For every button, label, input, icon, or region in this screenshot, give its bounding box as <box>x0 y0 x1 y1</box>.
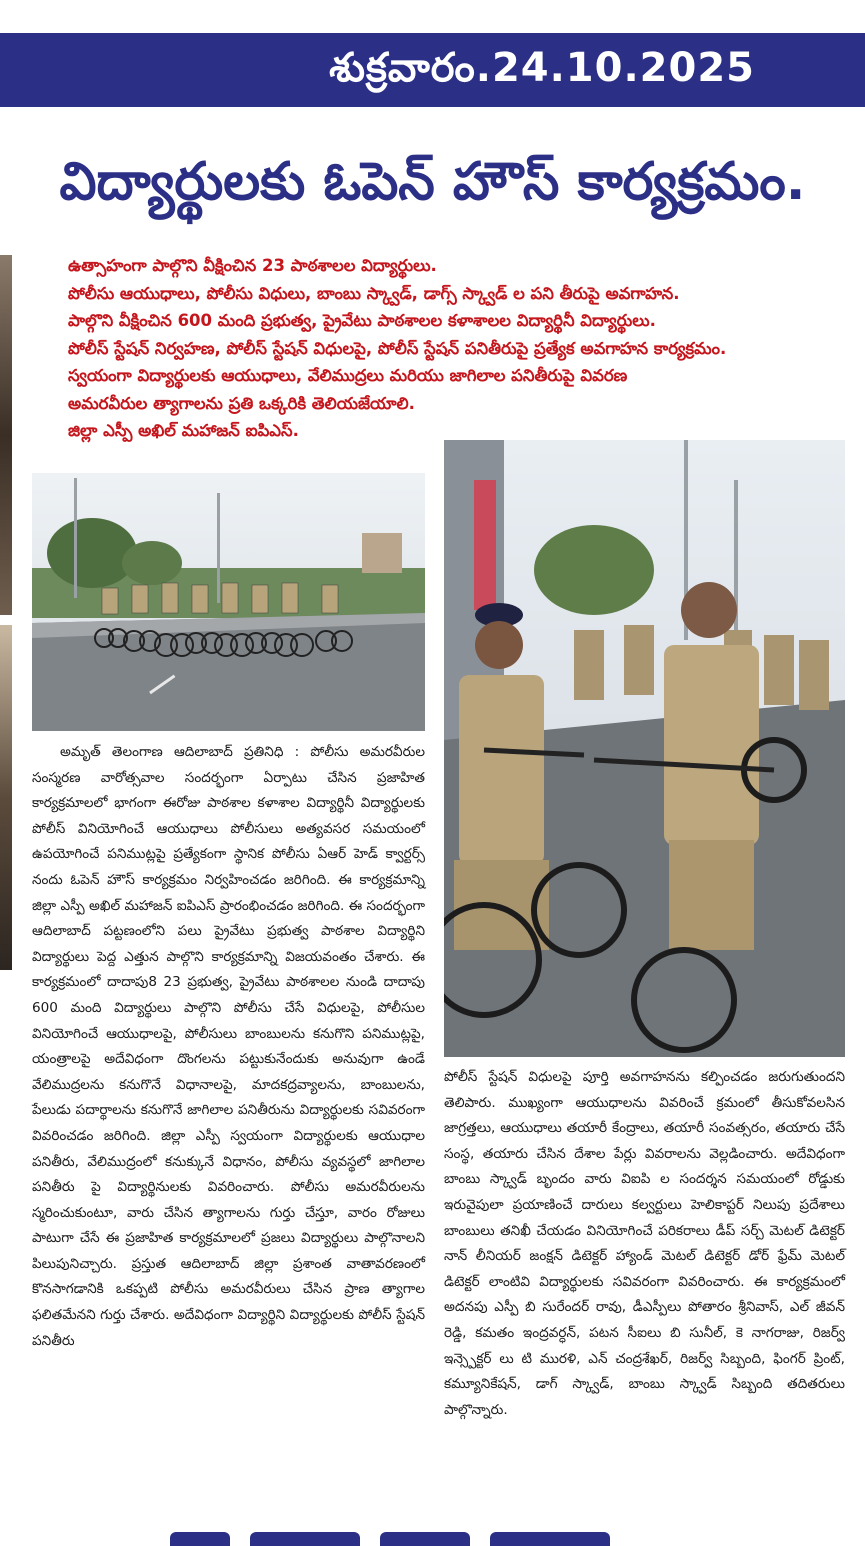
highlight-item: ఉత్సాహంగా పాల్గొని వీక్షించిన 23 పాఠశాలల విద్యార్థులు. <box>68 256 437 275</box>
highlight-item: జిల్లా ఎస్పీ అఖిల్ మహాజన్ ఐపిఎస్. <box>68 421 299 440</box>
cycle-rally-photo <box>32 473 425 731</box>
article-body-left: అమృత్ తెలంగాణ ఆదిలాబాద్ ప్రతినిధి : పోలీసు అమరవీరుల సంస్మరణ వారోత్సవాల సందర్భంగా ఏర్పాటు చేసిన ప్రజాహిత కార్యక్రమాలలో భాగంగా ఈరోజు పాఠశాల కళాశాల విద్యార్థినీ విద్యార్థులకు పోలీస్ వినియోగించే ఆయుధాలు పోలీసులు అత్యవసర సమయంలో ఉపయోగించే పనిముట్లపై ప్రత్యేకంగా స్థానిక పోలీసు ఏఆర్ హెడ్ క్వార్టర్స్ నందు ఓపెన్ హౌస్ కార్యక్రమం నిర్వహించడం జరిగింది. ఈ కార్యక్రమాన్ని జిల్లా ఎస్పీ అఖిల్ మహాజన్ ఐపిఎస్ ప్రారంభించడం జరిగింది. ఈ సందర్భంగా ఆదిలాబాద్ పట్టణంలోని పలు ప్రైవేటు ప్రభుత్వ పాఠశాల విద్యార్థిని విద్యార్థులు పెద్ద ఎత్తున పాల్గొని కార్యక్రమాన్ని విజయవంతం చేశారు. ఈ కార్యక్రమంలో దాదాపు8 23 ప్రభుత్వ, ప్రైవేటు పాఠశాలల నుండి దాదాపు 600 మంది విద్యార్థులు పాల్గొని పోలీసు చేసే విధులపై, పోలీసుల వినియోగించే ఆయుధాలపై, పోలీసులు బాంబులను కనుగొని పనిముట్లపై, యంత్రాలపై అదేవిధంగా దొంగలను పట్టుకునేందుకు అనువుగా ఉండే వేలిముద్రలను కనుగొనే విధానాలపై, మాదకద్రవ్యాలను, బాంబులను, పేలుడు పదార్థాలను కనుగొనే జాగిలాల పనితీరును విద్యార్థులకు సవివరంగా వివరించడం జరిగింది. జిల్లా ఎస్పీ స్వయంగా విద్యార్థులకు ఆయుధాల పనితీరు, వేలిముద్రంలో కనుక్కునే విధానం, పోలీసు వ్యవస్థలో జాగిలాల పనితీరు పై విద్యార్థినులకు వివరించారు. పోలీసు అమరవీరులను స్మరించుకుంటూ, వారు చేసిన త్యాగాలను గుర్తు చేస్తూ, వారం రోజులు పాటుగా చేసే ఈ ప్రజాహిత కార్యక్రమాలలో ప్రజలు విద్యార్థులు పాల్గొనాలని పిలుపునిచ్చారు. ప్రస్తుత ఆదిలాబాద్ జిల్లా ప్రశాంత వాతావరణంలో కొనసాగడానికి ఒకప్పటి పోలీసు అమరవీరులు చేసిన ప్రాణ త్యాగాల ఫలితమేనని గుర్తు చేశారు. అదేవిధంగా విద్యార్థిని విద్యార్థులకు పోలీస్ స్టేషన్ పనితీరు <box>32 744 425 1349</box>
officers-cycling-photo <box>444 440 845 1057</box>
highlight-list <box>68 252 848 445</box>
article-body-right: పోలీస్ స్టేషన్ విధులపై పూర్తి అవగాహనను కల్పించడం జరుగుతుందని తెలిపారు. ముఖ్యంగా ఆయుధాలను వివరించే క్రమంలో తీసుకోవలసిన జాగ్రత్తలు, ఆయుధాలు తయారీ కేంద్రాలు, తయారీ సంవత్సరం, తయారు చేసే సంస్థ, తయారు చేసిన దేశాల పేర్లు వివరాలను వెల్లడించారు. అదేవిధంగా బాంబు స్క్వాడ్ బృందం వారు విఐపి ల సందర్శన సమయంలో రోడ్డుకు ఇరువైపులా ప్రయాణించే దారులు కల్వర్టులు హెలికాప్టర్ నిలుపు ప్రదేశాలు బాంబులు తనిఖీ చేయడం వినియోగించే పరికరాలు డీప్ సర్చ్ మెటల్ డిటెక్టర్ నాన్ లీనియర్ జంక్షన్ డిటెక్టర్ హ్యాండ్ మెటల్ డిటెక్టర్ డోర్ ఫ్రేమ్ మెటల్ డిటెక్టర్ లాంటివి విద్యార్థులకు సవివరంగా వివరించారు. ఈ కార్యక్రమంలో అదనపు ఎస్పీ బి సురేందర్ రావు, డీఎస్పీలు పోతారం శ్రీనివాస్, ఎల్ జీవన్ రెడ్డి, కమతం ఇంద్రవర్ధన్, పటన సీఐలు బి సునీల్, కె నాగరాజు, రిజర్వ్ ఇన్స్పెక్టర్ లు టి మురళి, ఎన్ చంద్రశేఖర్, రిజర్వ్ సిబ్బంది, ఫింగర్ ప్రింట్, కమ్యూనికేషన్, డాగ్ స్క్వాడ్, బాంబు స్క్వాడ్ సిబ్బంది తదితరులు పాల్గొన్నారు. <box>444 1069 845 1418</box>
highlight-item: పోలీసు ఆయుధాలు, పోలీసు విధులు, బాంబు స్క్వాడ్, డాగ్స్ స్క్వాడ్ ల పని తీరుపై అవగాహన. <box>68 283 680 303</box>
adjacent-photo-fragment <box>0 625 12 970</box>
highlight-item: పాల్గొని వీక్షించిన 600 మంది ప్రభుత్వ, ప్రైవేటు పాఠశాలల కళాశాలల విద్యార్థినీ విద్యార్థులు. <box>68 311 656 330</box>
next-headline-fragment <box>170 1532 610 1546</box>
highlight-item: పోలీస్ స్టేషన్ నిర్వహణ, పోలీస్ స్టేషన్ విధులపై, పోలీస్ స్టేషన్ పనితీరుపై ప్రత్యేక అవగాహన కార్యక్రమం. <box>68 338 727 358</box>
cycle-rally-illustration <box>32 473 425 731</box>
date-banner <box>0 33 865 107</box>
highlight-item: స్వయంగా విద్యార్థులకు ఆయుధాలు, వేలిముద్రలు మరియు జాగిలాల పనితీరుపై వివరణ <box>68 366 628 385</box>
highlight-item: అమరవీరుల త్యాగాలను ప్రతి ఒక్కరికి తెలియజేయాలి. <box>68 393 415 413</box>
headline: విద్యార్థులకు ఓపెన్ హౌస్ కార్యక్రమం. <box>59 152 806 212</box>
adjacent-photo-fragment <box>0 255 12 615</box>
officers-cycling-illustration <box>444 440 845 1057</box>
publication-date: శుక్రవారం.24.10.2025 <box>329 45 755 91</box>
